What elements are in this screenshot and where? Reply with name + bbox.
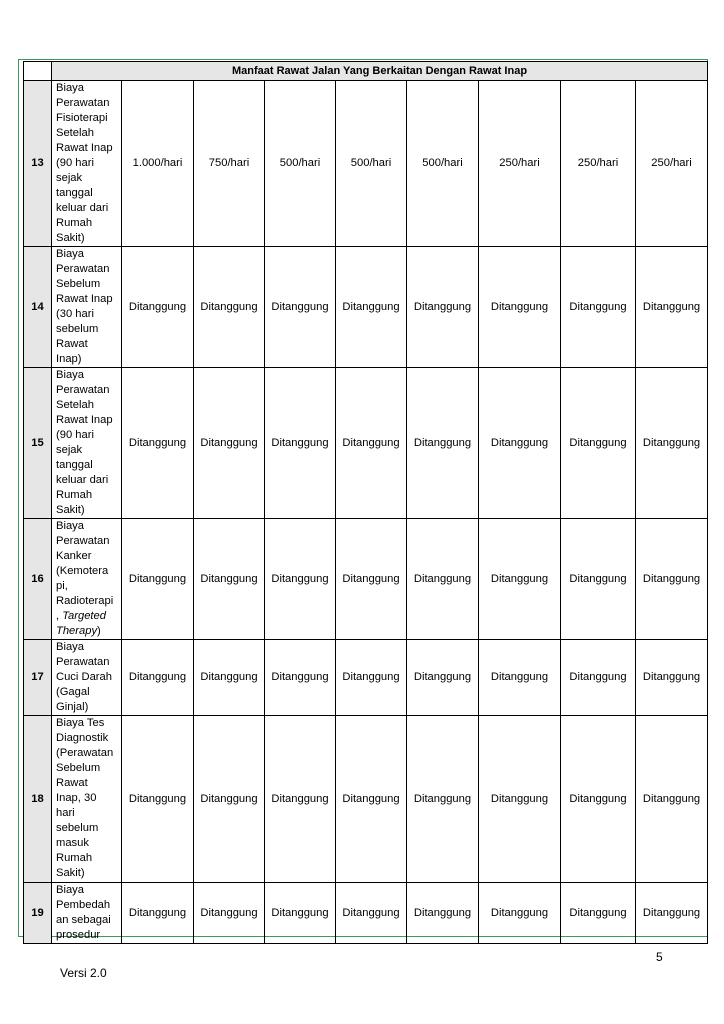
- benefit-value-cell: 500/hari: [407, 81, 479, 247]
- benefit-value-cell: 500/hari: [336, 81, 407, 247]
- table-row: [24, 81, 708, 247]
- benefit-value-cell: Ditanggung: [561, 716, 636, 883]
- benefit-value-cell: Ditanggung: [194, 883, 265, 944]
- benefit-value-cell: Ditanggung: [561, 640, 636, 716]
- benefit-table: [23, 61, 708, 944]
- benefit-value-cell: Ditanggung: [265, 519, 336, 640]
- benefit-value-cell: Ditanggung: [479, 247, 561, 368]
- benefit-value-cell: Ditanggung: [561, 519, 636, 640]
- benefit-value-cell: 1.000/hari: [122, 81, 194, 247]
- row-number: 19: [24, 883, 52, 944]
- row-number: 16: [24, 519, 52, 640]
- benefit-value-cell: Ditanggung: [636, 716, 708, 883]
- benefit-value-cell: Ditanggung: [636, 519, 708, 640]
- benefit-value-cell: Ditanggung: [407, 368, 479, 519]
- benefit-value-cell: 500/hari: [265, 81, 336, 247]
- row-number: 13: [24, 81, 52, 247]
- benefit-name: Biaya Tes Diagnostik (Perawatan Sebelum Rawat Inap, 30 hari sebelum masuk Rumah Sakit): [52, 716, 122, 883]
- benefit-value-cell: Ditanggung: [407, 640, 479, 716]
- benefit-value-cell: Ditanggung: [265, 883, 336, 944]
- row-number: 15: [24, 368, 52, 519]
- benefit-value-cell: Ditanggung: [265, 640, 336, 716]
- benefit-value-cell: Ditanggung: [122, 519, 194, 640]
- table-row: [24, 883, 708, 944]
- benefit-value-cell: Ditanggung: [122, 883, 194, 944]
- benefit-value-cell: Ditanggung: [336, 247, 407, 368]
- benefit-value-cell: Ditanggung: [194, 368, 265, 519]
- benefit-value-cell: Ditanggung: [336, 883, 407, 944]
- benefit-value-cell: Ditanggung: [265, 368, 336, 519]
- version-label: Versi 2.0: [60, 966, 107, 980]
- benefit-value-cell: Ditanggung: [122, 368, 194, 519]
- benefit-value-cell: Ditanggung: [336, 716, 407, 883]
- benefit-name: Biaya Perawatan Setelah Rawat Inap (90 hari sejak tanggal keluar dari Rumah Sakit): [52, 368, 122, 519]
- benefit-value-cell: Ditanggung: [561, 247, 636, 368]
- benefit-value-cell: Ditanggung: [122, 247, 194, 368]
- row-number: 14: [24, 247, 52, 368]
- benefit-value-cell: Ditanggung: [561, 368, 636, 519]
- benefit-value-cell: Ditanggung: [636, 368, 708, 519]
- benefit-value-cell: Ditanggung: [122, 640, 194, 716]
- benefit-value-cell: Ditanggung: [407, 883, 479, 944]
- benefit-value-cell: 250/hari: [561, 81, 636, 247]
- benefit-value-cell: Ditanggung: [479, 519, 561, 640]
- benefit-value-cell: Ditanggung: [194, 519, 265, 640]
- benefit-value-cell: Ditanggung: [561, 883, 636, 944]
- table-row: [24, 716, 708, 883]
- row-number: 17: [24, 640, 52, 716]
- benefit-value-cell: Ditanggung: [336, 368, 407, 519]
- benefit-value-cell: Ditanggung: [336, 640, 407, 716]
- benefit-name: [52, 519, 122, 640]
- benefit-value-cell: 750/hari: [194, 81, 265, 247]
- benefit-value-cell: 250/hari: [636, 81, 708, 247]
- benefit-value-cell: Ditanggung: [636, 247, 708, 368]
- benefit-value-cell: Ditanggung: [636, 883, 708, 944]
- benefit-value-cell: Ditanggung: [336, 519, 407, 640]
- benefit-name-text: Biaya Perawatan Kanker (Kemotera pi, Radioterapi ,: [56, 520, 114, 622]
- benefit-value-cell: Ditanggung: [407, 519, 479, 640]
- benefit-value-cell: Ditanggung: [479, 640, 561, 716]
- benefit-value-cell: Ditanggung: [479, 883, 561, 944]
- benefit-name: Biaya Perawatan Cuci Darah (Gagal Ginjal): [52, 640, 122, 716]
- section-header-row: [24, 62, 708, 81]
- benefit-name-suffix: ): [97, 625, 101, 637]
- table-row: [24, 368, 708, 519]
- benefit-value-cell: Ditanggung: [407, 247, 479, 368]
- benefit-value-cell: Ditanggung: [194, 247, 265, 368]
- header-blank-cell: [24, 62, 52, 81]
- benefit-value-cell: Ditanggung: [265, 247, 336, 368]
- section-header: Manfaat Rawat Jalan Yang Berkaitan Dengan Rawat Inap: [52, 62, 708, 81]
- benefit-value-cell: Ditanggung: [479, 368, 561, 519]
- benefit-name-italic: Targeted Therapy: [56, 610, 106, 637]
- table-row: [24, 640, 708, 716]
- benefit-value-cell: Ditanggung: [194, 716, 265, 883]
- benefit-value-cell: Ditanggung: [407, 716, 479, 883]
- benefit-value-cell: Ditanggung: [194, 640, 265, 716]
- benefit-value-cell: Ditanggung: [122, 716, 194, 883]
- benefit-name: Biaya Pembedah an sebagai prosedur: [52, 883, 122, 944]
- row-number: 18: [24, 716, 52, 883]
- page-number: 5: [656, 950, 663, 964]
- benefit-name: Biaya Perawatan Fisioterapi Setelah Rawat Inap (90 hari sejak tanggal keluar dari Rumah Sakit): [52, 81, 122, 247]
- benefit-value-cell: Ditanggung: [479, 716, 561, 883]
- benefit-value-cell: Ditanggung: [636, 640, 708, 716]
- benefit-name: Biaya Perawatan Sebelum Rawat Inap (30 hari sebelum Rawat Inap): [52, 247, 122, 368]
- table-row: [24, 519, 708, 640]
- benefit-value-cell: Ditanggung: [265, 716, 336, 883]
- table-row: [24, 247, 708, 368]
- benefit-value-cell: 250/hari: [479, 81, 561, 247]
